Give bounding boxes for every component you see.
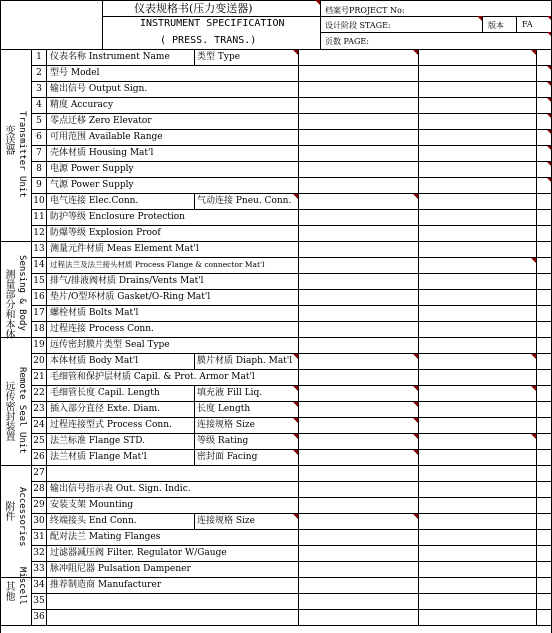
section-label-cn: 测量部分和本体: [3, 269, 14, 339]
grid-line: [418, 49, 419, 625]
spec-value-cell[interactable]: [299, 242, 535, 257]
section-label-en: Accessories: [17, 487, 27, 547]
spec-value-cell[interactable]: [299, 610, 535, 625]
spec-label: 终端接头 End Conn.: [50, 516, 137, 526]
spec-label: 毛细管长度 Capil. Length: [50, 388, 160, 398]
spec-sub-label: 类型 Type: [197, 52, 241, 62]
spec-value-cell[interactable]: [299, 66, 535, 81]
spec-value-cell[interactable]: [299, 530, 535, 545]
row-number: 30: [33, 516, 45, 526]
spec-sub-label: 连接规格 Size: [197, 420, 255, 430]
section-label-cn: 变送器: [3, 125, 14, 155]
spec-label: 法兰标准 Flange STD.: [50, 436, 146, 446]
row-number: 13: [33, 244, 45, 254]
grid-line: [194, 417, 195, 433]
spec-label: 输出信号 Output Sign.: [50, 84, 148, 94]
section-label-en: Transmitter Unit: [17, 111, 27, 198]
spec-label: 脉冲阻尼器 Pulsation Dampener: [50, 564, 191, 574]
grid-line: [320, 0, 321, 49]
spec-value-cell[interactable]: [299, 178, 535, 193]
spec-label: 精度 Accuracy: [50, 100, 114, 110]
spec-value-cell[interactable]: [299, 210, 535, 225]
spec-value-cell[interactable]: [299, 162, 535, 177]
grid-line: [194, 449, 195, 465]
row-number: 34: [33, 580, 45, 590]
stage-label: 设计阶段 STAGE:: [325, 21, 391, 30]
comment-marker-icon[interactable]: [315, 0, 320, 5]
project-no-label: 档案号PROJECT No:: [325, 6, 405, 15]
spec-label: 过程法兰及法兰接头材质 Process Flange & connector Mat'l: [50, 260, 265, 269]
row-number: 14: [33, 260, 45, 270]
spec-label: 配对法兰 Mating Flanges: [50, 532, 161, 542]
spec-sub-label: 膜片材质 Diaph. Mat'l: [197, 356, 293, 366]
grid-line: [516, 16, 517, 32]
spec-label: 零点迁移 Zero Elevator: [50, 116, 152, 126]
version-label: 版本: [488, 21, 504, 30]
spec-label: 过程连接型式 Process Conn.: [50, 420, 172, 430]
spec-value-cell[interactable]: [299, 498, 535, 513]
grid-line: [194, 433, 195, 449]
grid-line: [0, 465, 31, 466]
section-label-cn: 附件: [3, 501, 14, 521]
row-number: 26: [33, 452, 45, 462]
spec-sub-label: 密封面 Facing: [197, 452, 258, 462]
row-number: 20: [33, 356, 45, 366]
title-sub: ( PRESS. TRANS.): [160, 35, 257, 46]
grid-line: [0, 625, 31, 626]
spec-label: 毛细管和保护层材质 Capil. & Prot. Armor Mat'l: [50, 372, 255, 382]
grid-line: [0, 0, 552, 1]
spec-label: 仪表名称 Instrument Name: [50, 52, 170, 62]
row-number: 31: [33, 532, 45, 542]
spec-value-cell[interactable]: [299, 290, 535, 305]
row-number: 4: [36, 100, 42, 110]
spec-value-cell[interactable]: [299, 594, 535, 609]
spec-label: 过程连接 Process Conn.: [50, 324, 154, 334]
comment-marker-icon[interactable]: [477, 16, 482, 21]
version-value: FA: [522, 20, 533, 29]
section-label-en: Miscell: [17, 567, 27, 605]
spec-label: 防护等级 Enclosure Protection: [50, 212, 185, 222]
spec-value-cell[interactable]: [299, 562, 535, 577]
page-label: 页数 PAGE:: [325, 37, 369, 46]
row-number: 12: [33, 228, 45, 238]
spec-label: 测量元件材质 Meas Element Mat'l: [50, 244, 199, 254]
grid-line: [298, 49, 299, 625]
sheet-header: [0, 0, 552, 49]
row-number: 10: [33, 196, 45, 206]
row-number: 6: [36, 132, 42, 142]
grid-line: [536, 49, 537, 625]
grid-line: [46, 49, 47, 625]
row-number: 35: [33, 596, 45, 606]
spec-value-cell[interactable]: [299, 130, 535, 145]
row-number: 27: [33, 468, 45, 478]
grid-line: [102, 16, 552, 17]
spec-value-cell[interactable]: [299, 482, 535, 497]
row-number: 22: [33, 388, 45, 398]
spec-value-cell[interactable]: [299, 370, 535, 385]
row-number: 16: [33, 292, 45, 302]
spec-label: 气源 Power Supply: [50, 180, 134, 190]
row-number: 11: [33, 212, 45, 222]
spec-label: 电气连接 Elec.Conn.: [50, 196, 139, 206]
spec-value-cell[interactable]: [299, 274, 535, 289]
spec-value-cell[interactable]: [299, 466, 535, 481]
spec-value-cell[interactable]: [299, 546, 535, 561]
row-number: 25: [33, 436, 45, 446]
spec-label: 安装支架 Mounting: [50, 500, 134, 510]
row-number: 9: [36, 180, 42, 190]
spec-label: 电源 Power Supply: [50, 164, 134, 174]
title-en: INSTRUMENT SPECIFICATION: [140, 18, 285, 29]
spec-value-cell[interactable]: [299, 146, 535, 161]
grid-line: [102, 0, 103, 49]
spec-label: 插入部分直径 Exte. Diam.: [50, 404, 161, 414]
spec-label: 推荐制造商 Manufacturer: [50, 580, 162, 590]
grid-line: [31, 49, 32, 625]
spec-label: 可用范围 Available Range: [50, 132, 163, 142]
row-number: 1: [36, 52, 42, 62]
spec-value-cell[interactable]: [299, 226, 535, 241]
spec-label: 本体材质 Body Mat'l: [50, 356, 139, 366]
section-label-cn: 远传密封装置: [3, 381, 14, 441]
spec-label: 排气/排液阀材质 Drains/Vents Mat'l: [50, 276, 204, 286]
row-number: 28: [33, 484, 45, 494]
row-number: 18: [33, 324, 45, 334]
spec-label: 法兰材质 Flange Mat'l: [50, 452, 147, 462]
row-number: 3: [36, 84, 42, 94]
row-number: 36: [33, 612, 45, 622]
spec-value-cell[interactable]: [299, 578, 535, 593]
spec-label: 垫片/O型环材质 Gasket/O-Ring Mat'l: [50, 292, 211, 302]
row-number: 21: [33, 372, 45, 382]
spec-sub-label: 等级 Rating: [197, 436, 249, 446]
row-number: 17: [33, 308, 45, 318]
row-number: 24: [33, 420, 45, 430]
spec-sub-label: 填充液 Fill Liq.: [197, 388, 263, 398]
spec-value-cell[interactable]: [299, 82, 535, 97]
section-label-cn: 其他: [3, 581, 14, 601]
spec-label: 螺栓材质 Bolts Mat'l: [50, 308, 139, 318]
spec-value-cell[interactable]: [299, 322, 535, 337]
grid-line: [194, 513, 195, 529]
spec-label: 型号 Model: [50, 68, 100, 78]
spec-label: 输出信号指示表 Out. Sign. Indic.: [50, 484, 191, 494]
row-number: 19: [33, 340, 45, 350]
grid-line: [0, 0, 1, 633]
grid-line: [0, 625, 552, 626]
grid-line: [194, 193, 195, 209]
spec-label: 过滤器减压阀 Filter. Regulator W/Gauge: [50, 548, 227, 558]
row-number: 8: [36, 164, 42, 174]
grid-line: [482, 16, 483, 32]
row-number: 23: [33, 404, 45, 414]
grid-line: [194, 385, 195, 401]
grid-line: [194, 353, 195, 369]
row-number: 5: [36, 116, 42, 126]
row-number: 32: [33, 548, 45, 558]
row-number: 29: [33, 500, 45, 510]
title-cn: 仪表规格书(压力变送器): [134, 2, 253, 15]
grid-line: [320, 32, 552, 33]
row-number: 15: [33, 276, 45, 286]
grid-line: [194, 401, 195, 417]
grid-line: [194, 49, 195, 65]
spec-sub-label: 连接规格 Size: [197, 516, 255, 526]
spec-label: 远传密封膜片类型 Seal Type: [50, 340, 170, 350]
spec-value-cell[interactable]: [299, 338, 535, 353]
spec-label: 防爆等级 Explosion Proof: [50, 228, 161, 238]
spec-sub-label: 气动连接 Pneu. Conn.: [197, 196, 292, 206]
spec-value-cell[interactable]: [299, 306, 535, 321]
section-label-en: Sensing & Body: [17, 255, 27, 331]
grid-line: [0, 241, 31, 242]
row-number: 2: [36, 68, 42, 78]
row-number: 7: [36, 148, 42, 158]
spec-sub-label: 长度 Length: [197, 404, 251, 414]
spec-value-cell[interactable]: [299, 98, 535, 113]
spec-value-cell[interactable]: [299, 114, 535, 129]
spec-value-cell[interactable]: [299, 258, 535, 273]
row-number: 33: [33, 564, 45, 574]
spec-label: 壳体材质 Housing Mat'l: [50, 148, 154, 158]
section-label-en: Remote Seal Unit: [17, 367, 27, 454]
